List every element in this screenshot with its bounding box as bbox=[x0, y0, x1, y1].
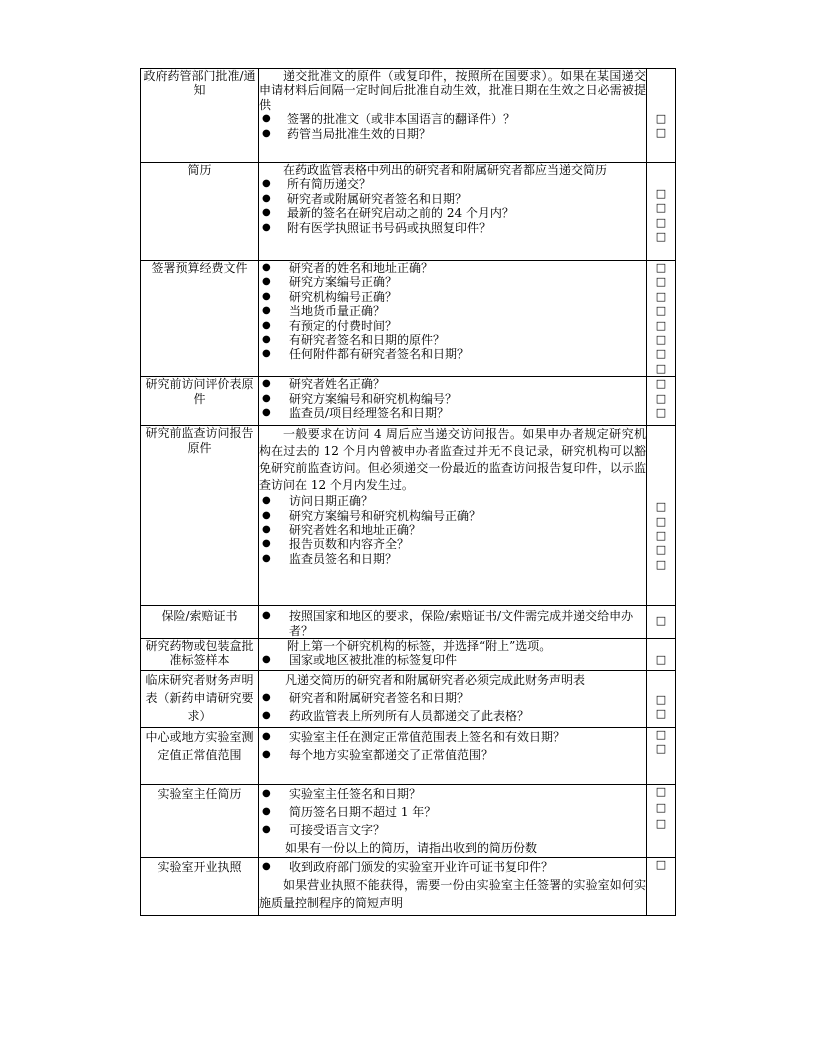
checkbox-column bbox=[647, 606, 676, 639]
checklist-row bbox=[141, 377, 676, 426]
checklist-item: ● 收到政府部门颁发的实验室开业许可证书复印件？ bbox=[262, 859, 554, 874]
checklist-item: ● 研究机构编号正确？ bbox=[262, 289, 398, 304]
checklist-row bbox=[141, 163, 676, 261]
row-intro: 附上第一个研究机构的标签，并选择“附上”选项。 bbox=[287, 638, 552, 653]
checkbox-icon[interactable]: □ bbox=[655, 692, 667, 706]
checkbox-column bbox=[647, 784, 676, 857]
checklist-item: ● 任何附件都有研究者签名和日期？ bbox=[262, 347, 470, 362]
checkbox-icon[interactable]: □ bbox=[655, 318, 667, 332]
checkbox-icon[interactable]: □ bbox=[655, 201, 667, 215]
checklist-item: ● 监查员/项目经理签名和日期？ bbox=[262, 405, 450, 420]
bullet-icon: ● bbox=[262, 392, 271, 404]
row-content bbox=[259, 606, 647, 639]
checkbox-icon[interactable]: □ bbox=[655, 727, 667, 741]
checkbox-icon[interactable]: □ bbox=[655, 543, 667, 557]
bullet-icon: ● bbox=[262, 319, 271, 331]
bullet-icon: ● bbox=[262, 538, 271, 550]
checkbox-icon[interactable]: □ bbox=[655, 742, 667, 756]
checkbox-icon[interactable]: □ bbox=[655, 304, 667, 318]
bullet-icon: ● bbox=[262, 823, 271, 835]
checklist-item: ● 研究者或附属研究者签名和日期？ bbox=[262, 191, 468, 206]
checklist-row bbox=[141, 670, 676, 727]
row-label: 临床研究者财务声明表（新药申请研究要求） bbox=[141, 670, 259, 727]
checklist-item: ● 国家或地区被批准的标签复印件 bbox=[262, 653, 458, 668]
bullet-icon: ● bbox=[262, 406, 271, 418]
bullet-icon: ● bbox=[262, 523, 271, 535]
checkbox-icon[interactable]: □ bbox=[655, 405, 667, 419]
bullet-icon: ● bbox=[262, 262, 271, 273]
checkbox-icon[interactable]: □ bbox=[655, 289, 667, 303]
checkbox-column bbox=[647, 670, 676, 727]
checkbox-icon[interactable]: □ bbox=[655, 215, 667, 229]
row-label: 简历 bbox=[141, 163, 259, 261]
bullet-icon: ● bbox=[262, 610, 271, 622]
checklist-item: ● 药管当局批准生效的日期？ bbox=[262, 126, 432, 141]
checklist-item: ● 按照国家和地区的要求，保险/索赔证书/文件需完成并递交给申办者？ bbox=[262, 609, 634, 638]
checklist-item: ● 当地货币量正确？ bbox=[262, 304, 386, 319]
bullet-icon: ● bbox=[262, 730, 271, 742]
checkbox-icon[interactable]: □ bbox=[655, 784, 667, 798]
checkbox-column bbox=[647, 638, 676, 670]
checklist-item: ● 研究方案编号和研究机构编号正确？ bbox=[262, 508, 482, 523]
checkbox-icon[interactable]: □ bbox=[655, 614, 667, 628]
row-intro: 凡递交简历的研究者和附属研究者必须完成此财务声明表 bbox=[285, 672, 586, 687]
bullet-icon: ● bbox=[262, 495, 271, 507]
checklist-row bbox=[141, 638, 676, 670]
row-content bbox=[259, 261, 647, 377]
checkbox-icon[interactable]: □ bbox=[655, 230, 667, 244]
checkbox-icon[interactable]: □ bbox=[655, 816, 667, 830]
checkbox-icon[interactable]: □ bbox=[655, 332, 667, 346]
checkbox-icon[interactable]: □ bbox=[655, 557, 667, 571]
checkbox-icon[interactable]: □ bbox=[655, 528, 667, 542]
checklist-item: ● 有预定的付费时间？ bbox=[262, 318, 398, 333]
checklist-item: ● 研究者姓名和地址正确？ bbox=[262, 522, 422, 537]
checkbox-column bbox=[647, 163, 676, 261]
bullet-icon: ● bbox=[262, 113, 271, 125]
checklist-item: ● 研究者的姓名和地址正确？ bbox=[262, 261, 434, 275]
row-content bbox=[259, 69, 647, 163]
bullet-icon: ● bbox=[262, 748, 271, 760]
checklist-row bbox=[141, 857, 676, 915]
checklist-item: ● 签署的批准文（或非本国语言的翻译件）？ bbox=[262, 112, 516, 127]
row-note: 如果有一份以上的简历，请指出收到的简历份数 bbox=[285, 840, 538, 855]
row-intro: 一般要求在访问 4 周后应当递交访问报告。如果申办者规定研究机构在过去的 12 个月内曾被申办者监查过并无不良记录，研究机构可以豁免研究前监查访问。但必须递交一份最近的监查访问报告复印件，以示监查访问在 12 个月内发生过。 bbox=[259, 427, 646, 493]
checkbox-icon[interactable]: □ bbox=[655, 126, 667, 140]
bullet-icon: ● bbox=[262, 276, 271, 288]
bullet-icon: ● bbox=[262, 552, 271, 564]
row-label: 研究前访问评价表原件 bbox=[141, 377, 259, 426]
bullet-icon: ● bbox=[262, 207, 271, 219]
checkbox-icon[interactable]: □ bbox=[655, 377, 667, 391]
row-content bbox=[259, 638, 647, 670]
document-checklist-table bbox=[140, 68, 676, 916]
checkbox-icon[interactable]: □ bbox=[655, 112, 667, 125]
checkbox-icon[interactable]: □ bbox=[655, 652, 667, 666]
row-content bbox=[259, 727, 647, 784]
checklist-item: ● 简历签名日期不超过 1 年？ bbox=[262, 804, 437, 819]
bullet-icon: ● bbox=[262, 509, 271, 521]
bullet-icon: ● bbox=[262, 787, 271, 799]
row-label: 政府药管部门批准/通知 bbox=[141, 69, 259, 163]
bullet-icon: ● bbox=[262, 127, 271, 139]
checkbox-icon[interactable]: □ bbox=[655, 500, 667, 514]
checklist-item: ● 可接受语言文字？ bbox=[262, 822, 386, 837]
checklist-item: ● 药政监管表上所列所有人员都递交了此表格？ bbox=[262, 708, 530, 723]
row-intro: 递交批准文的原件（或复印件，按照所在国要求）。如果在某国递交申请材料后间隔一定时间后批准自动生效，批准日期在生效之日必需被提供 bbox=[259, 69, 646, 112]
checkbox-column bbox=[647, 69, 676, 163]
row-label: 实验室开业执照 bbox=[141, 857, 259, 915]
checklist-row bbox=[141, 606, 676, 639]
bullet-icon: ● bbox=[262, 378, 271, 390]
row-content bbox=[259, 857, 647, 915]
checklist-item: ● 所有简历递交？ bbox=[262, 177, 372, 192]
bullet-icon: ● bbox=[262, 192, 271, 204]
checkbox-icon[interactable]: □ bbox=[655, 800, 667, 814]
bullet-icon: ● bbox=[262, 290, 271, 302]
checkbox-column bbox=[647, 426, 676, 606]
bullet-icon: ● bbox=[262, 654, 271, 666]
checklist-item: ● 研究者和附属研究者签名和日期？ bbox=[262, 690, 470, 705]
checkbox-icon[interactable]: □ bbox=[655, 261, 667, 274]
checkbox-column bbox=[647, 857, 676, 915]
row-content bbox=[259, 377, 647, 426]
bullet-icon: ● bbox=[262, 805, 271, 817]
row-label: 签署预算经费文件 bbox=[141, 261, 259, 377]
checkbox-icon[interactable]: □ bbox=[655, 361, 667, 375]
bullet-icon: ● bbox=[262, 221, 271, 233]
checkbox-column bbox=[647, 727, 676, 784]
checkbox-icon[interactable]: □ bbox=[655, 391, 667, 405]
bullet-icon: ● bbox=[262, 860, 271, 872]
bullet-icon: ● bbox=[262, 348, 271, 360]
row-content bbox=[259, 670, 647, 727]
row-label: 中心或地方实验室测定值正常值范围 bbox=[141, 727, 259, 784]
bullet-icon: ● bbox=[262, 334, 271, 346]
checklist-row bbox=[141, 69, 676, 163]
checklist-row bbox=[141, 261, 676, 377]
row-label: 实验室主任简历 bbox=[141, 784, 259, 857]
bullet-icon: ● bbox=[262, 305, 271, 317]
checkbox-icon[interactable]: □ bbox=[655, 514, 667, 528]
row-note: 如果营业执照不能获得，需要一份由实验室主任签署的实验室如何实施质量控制程序的简短声明 bbox=[259, 877, 646, 910]
checklist-item: ● 报告页数和内容齐全？ bbox=[262, 537, 410, 552]
checklist-item: ● 有研究者签名和日期的原件？ bbox=[262, 333, 446, 348]
bullet-icon: ● bbox=[262, 178, 271, 190]
checklist-row bbox=[141, 426, 676, 606]
checklist-item: ● 每个地方实验室都递交了正常值范围？ bbox=[262, 747, 494, 762]
checklist-item: ● 最新的签名在研究启动之前的 24 个月内？ bbox=[262, 206, 514, 221]
checkbox-column bbox=[647, 261, 676, 377]
checklist-item: ● 实验室主任在测定正常值范围表上签名和有效日期？ bbox=[262, 729, 566, 744]
checklist-item: ● 研究者姓名正确？ bbox=[262, 377, 386, 392]
checkbox-icon[interactable]: □ bbox=[655, 187, 667, 200]
row-label: 保险/索赔证书 bbox=[141, 606, 259, 639]
bullet-icon: ● bbox=[262, 691, 271, 703]
row-intro: 在药政监管表格中列出的研究者和附属研究者都应当递交简历 bbox=[283, 163, 608, 177]
checklist-item: ● 研究方案编号和研究机构编号？ bbox=[262, 391, 458, 406]
bullet-icon: ● bbox=[262, 709, 271, 721]
row-content bbox=[259, 426, 647, 606]
checklist-item: ● 实验室主任签名和日期？ bbox=[262, 786, 422, 801]
checklist-item: ● 访问日期正确？ bbox=[262, 494, 374, 509]
checkbox-icon[interactable]: □ bbox=[655, 275, 667, 289]
checklist-row bbox=[141, 727, 676, 784]
checklist-item: ● 研究方案编号正确？ bbox=[262, 275, 398, 290]
row-label: 研究药物或包装盒批准标签样本 bbox=[141, 638, 259, 670]
checklist-item: ● 监查员签名和日期？ bbox=[262, 551, 398, 566]
checkbox-column bbox=[647, 377, 676, 426]
checkbox-icon[interactable]: □ bbox=[655, 347, 667, 361]
checkbox-icon[interactable]: □ bbox=[655, 857, 667, 871]
checkbox-icon[interactable]: □ bbox=[655, 707, 667, 721]
row-content bbox=[259, 784, 647, 857]
checklist-row bbox=[141, 784, 676, 857]
checklist-item: ● 附有医学执照证书号码或执照复印件？ bbox=[262, 220, 492, 235]
row-content bbox=[259, 163, 647, 261]
row-label: 研究前监查访问报告原件 bbox=[141, 426, 259, 606]
